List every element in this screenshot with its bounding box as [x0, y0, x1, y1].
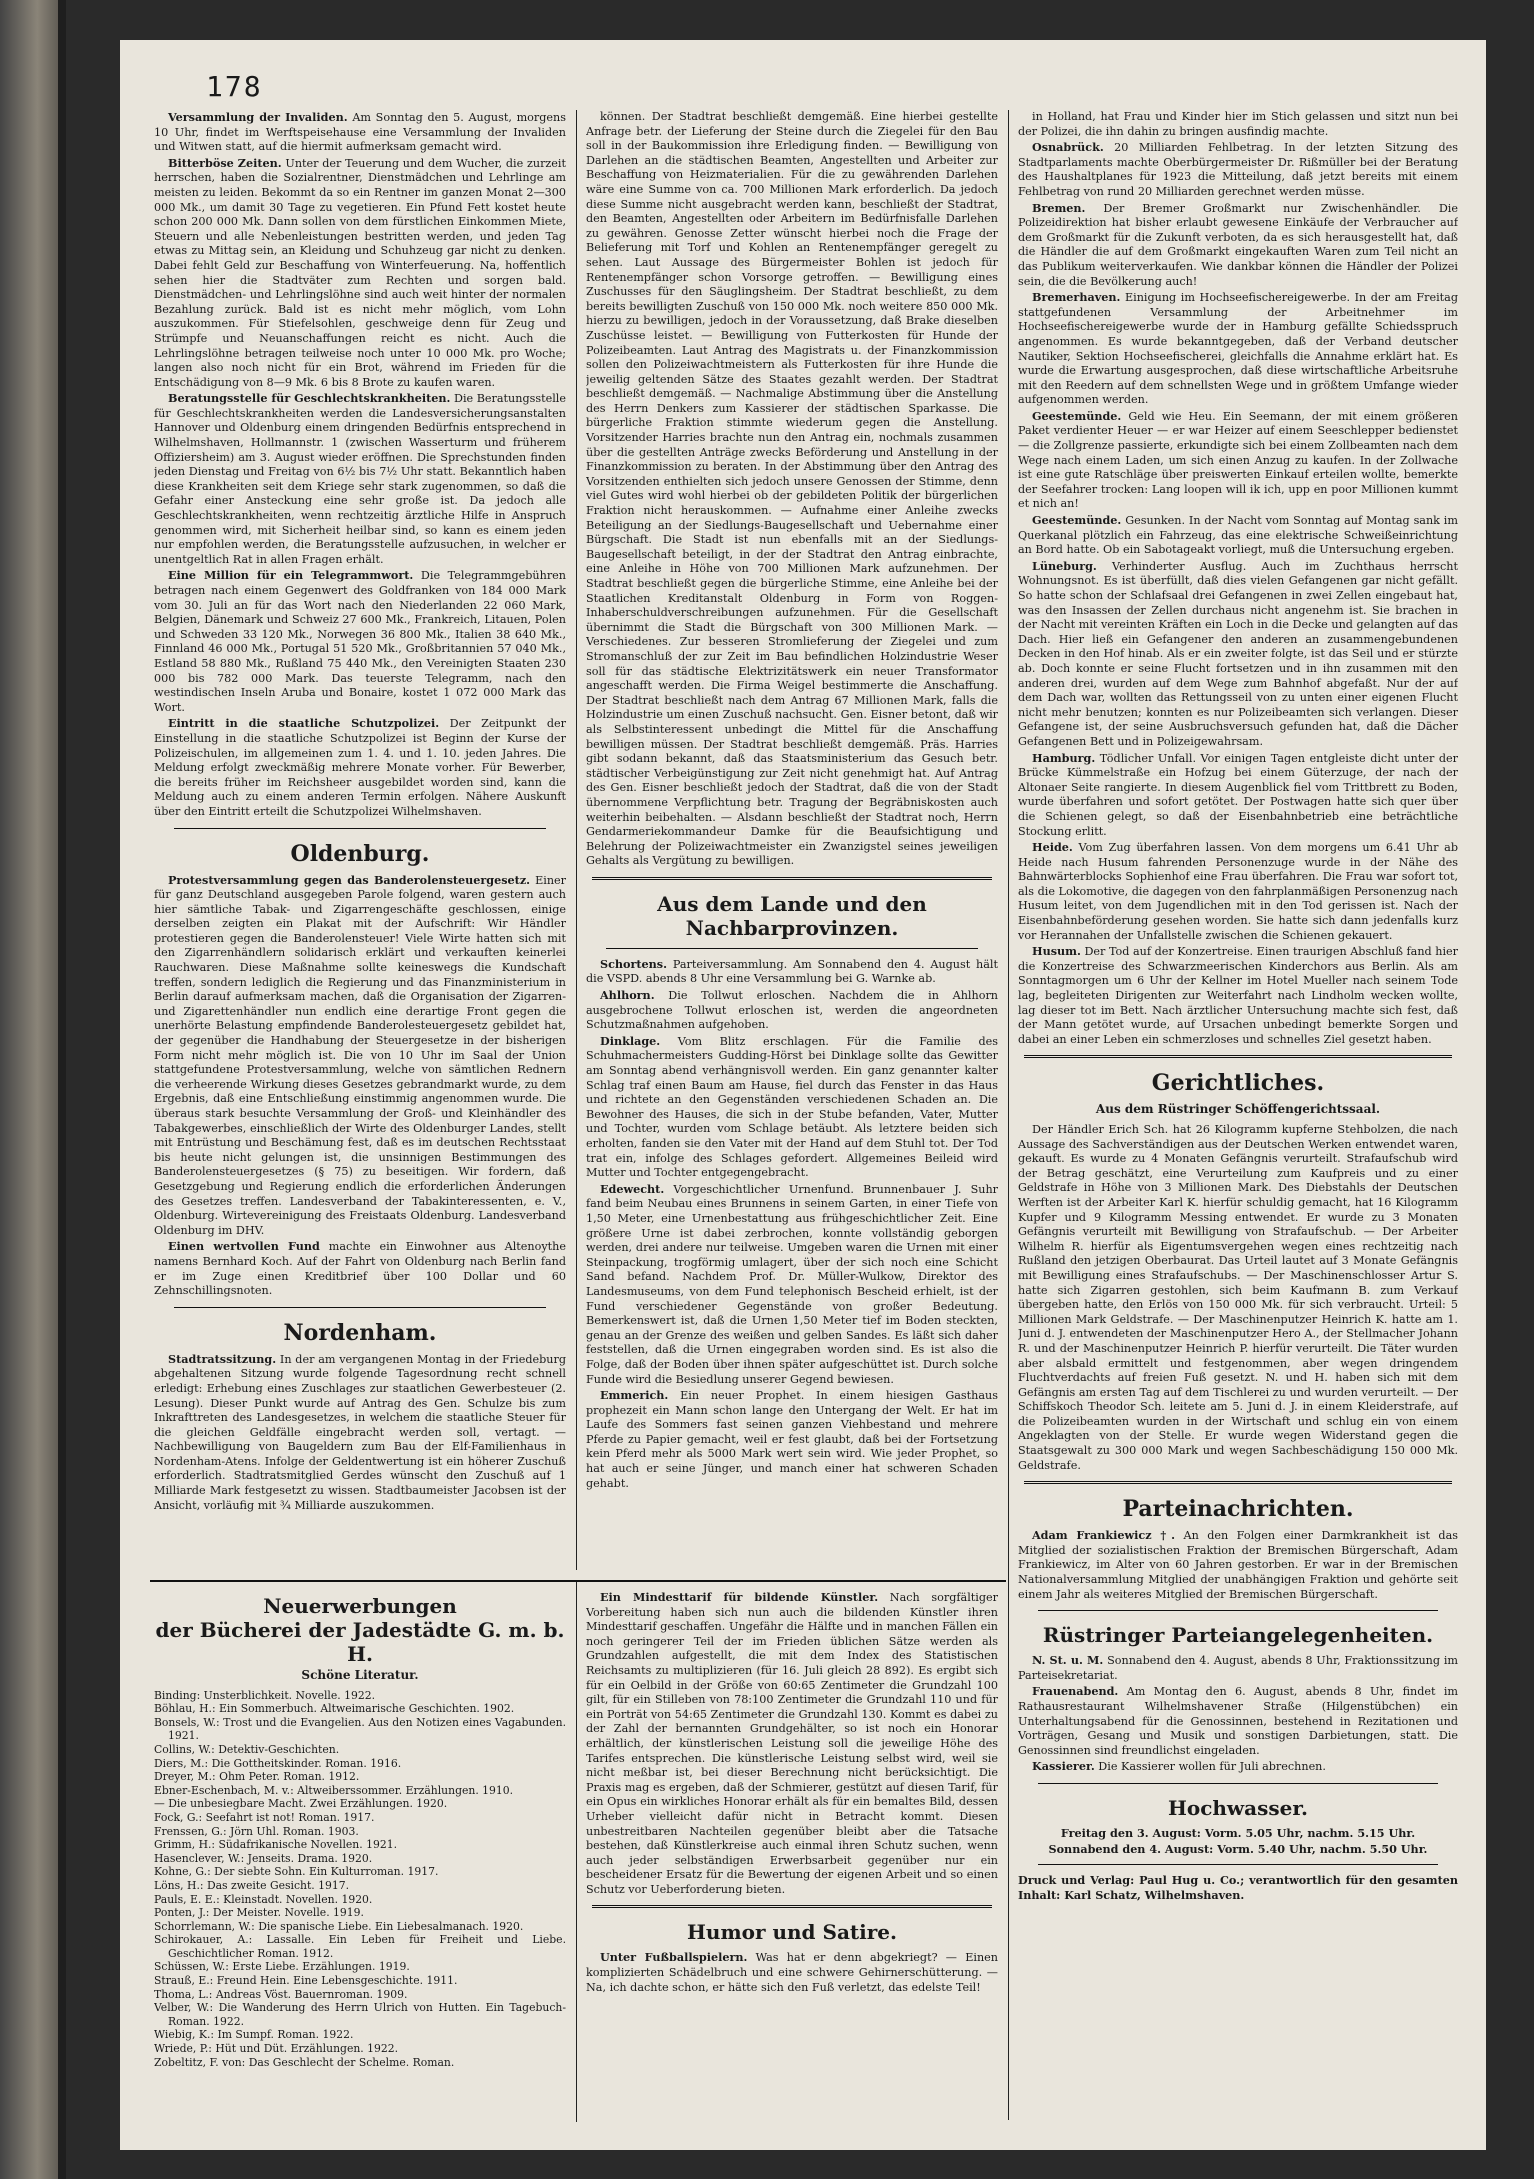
separator	[174, 1307, 546, 1308]
library-entry: Wriede, P.: Hüt und Düt. Erzählungen. 1922.	[154, 2042, 399, 2056]
article-lead: Bitterböse Zeiten.	[168, 155, 282, 170]
partei-articles	[1018, 1528, 1458, 1602]
article-lead: Protestversammlung gegen das Banderolensteuergesetz.	[168, 872, 531, 887]
column-2-lower	[586, 1590, 998, 2120]
article-paragraph	[1018, 1528, 1458, 1602]
article-paragraph	[154, 110, 566, 155]
separator	[1038, 1864, 1438, 1865]
article-lead: Kassierer.	[1032, 1759, 1095, 1774]
library-subheading: Schöne Literatur.	[301, 1668, 419, 1682]
article-paragraph	[154, 1239, 566, 1298]
section-heading-humor: Humor und Satire.	[687, 1920, 897, 1945]
column-3	[1018, 110, 1458, 2120]
article-lead: Eine Million für ein Telegrammwort.	[168, 568, 414, 583]
article-text: Unter der Teuerung und dem Wucher, die zurzeit herrschen, haben die Sozialrentner, Dienstmädchen und Lehrlinge am meisten zu leiden. Bekommt da so ein Rentner im ganzen Monat 2—300 000 Mk., um damit 30 Tage zu vegetieren. Ein Pfund Fett kostet heute schon 200 000 Mk. Dann sollen von dem fürstlichen Einkommen Miete, Steuern und alle Nebenleistungen bestritten werden, und jeden Tag etwas zu Mittag sein, an Kleidung und Schuhzeug gar nicht zu denken. Dabei fehlt Geld zur Beschaffung von Winterfeuerung. Na, hoffentlich sehen hier die Stadtväter zum Rechten und sorgen bald. Dienstmädchen- und Lehrlingslöhne sind auch weit hinter der normalen Bezahlung zurück. Bald ist es nicht mehr möglich, vom Lohn auszukommen. Für Stiefelsohlen, geschweige denn für Zeug und Strümpfe und Neuanschaffungen reicht es nicht. Auch die Lehrlingslöhne betragen teilweise noch unter 10 000 Mk. pro Woche; langen also noch nicht für ein Brot, während im Frieden für die Entschädigung von 8—9 Mk. 6 bis 8 Brote zu kaufen waren.	[154, 156, 566, 389]
oldenburg-articles	[154, 873, 566, 1299]
article-paragraph	[586, 1034, 998, 1181]
article-text: Einigung im Hochseefischereigewerbe. In der am Freitag stattgefundenen Versammlung der Arbeitnehmer im Hochseefischereigewerbe wurde der in Hamburg gefällte Schiedsspruch angenommen. Es wurde bekanntgegeben, daß der Verband deutscher Nautiker, Sektion Hochseefischerei, gleichfalls die Annahme erklärt hat. Es wurde die Erwartung ausgesprochen, daß diese wirtschaftliche Arbeitsruhe mit den Reedern auf dem schnellsten Wege und in größtem Umfange wieder aufgenommen werden.	[1018, 291, 1458, 407]
article-lead: Beratungsstelle für Geschlechtskrankheiten.	[168, 391, 451, 406]
article-paragraph	[1018, 1759, 1458, 1775]
article-paragraph	[586, 957, 998, 987]
book-spine	[0, 0, 62, 2179]
library-heading: Neuerwerbungen	[263, 1594, 457, 1618]
article-lead: Ein Mindesttarif für bildende Künstler.	[600, 1590, 879, 1604]
article-lead: Husum.	[1032, 944, 1081, 959]
col1-articles	[154, 110, 566, 820]
library-entry: Bonsels, W.: Trost und die Evangelien. Aus den Notizen eines Vagabunden. 1921.	[154, 1715, 566, 1743]
article-paragraph	[586, 988, 998, 1033]
section-subheading-schoeffengericht: Aus dem Rüstringer Schöffengerichtssaal.	[1095, 1102, 1381, 1117]
library-box	[154, 1590, 566, 2120]
library-entry: Hasenclever, W.: Jenseits. Drama. 1920.	[154, 1851, 373, 1865]
separator	[592, 877, 992, 880]
article-text: Vom Blitz erschlagen. Für die Familie des Schuhmachermeisters Gudding-Hörst bei Dinklage sollte das Gewitter am Sonntag abend verhängnisvoll werden. Ein ganz genannter kalter Schlag traf einen Baum am Hause, fiel durch das Fenster in das Haus und richtete an den Gegenständen verschiedenen Schaden an. Die Bewohner des Hauses, die sich in der Stube befanden, Vater, Mutter und Tochter, wurden vom Schlage betäubt. Als letztere beiden sich erholten, fanden sie den Vater mit der Hand auf dem Stuhl tot. Der Tod trat ein, infolge des Schlages gefordert. Allgemeines Beileid wird Mutter und Tochter entgegengebracht.	[586, 1034, 998, 1180]
imprint: Druck und Verlag: Paul Hug u. Co.; verantwortlich für den gesamten Inhalt: Karl Schatz, Wilhelmshaven.	[1018, 1873, 1458, 1902]
article-lead: Geestemünde.	[1032, 408, 1122, 423]
library-entry: Collins, W.: Detektiv-Geschichten.	[154, 1742, 340, 1756]
article-text: Geld wie Heu. Ein Seemann, der mit einem größeren Paket verdienter Heuer — er war Heizer auf einem Seeschlepper bedienstet — die Zollgrenze passierte, erkundigte sich bei einem Zollbeamten nach dem Wege nach einem Laden, um sich einen Anzug zu kaufen. In der Zollwache ist eine gute Ratschläge über preiswerten Einkauf erteilen wollte, bemerkte der Seefahrer trocken: Lang loopen will ik ich, upp en poor Millionen kummt et nich an!	[1018, 409, 1458, 511]
article-lead: Schortens.	[600, 956, 667, 971]
article-paragraph	[1018, 944, 1458, 1047]
article-text: Parteiversammlung. Am Sonnabend den 4. August hält die VSPD. abends 8 Uhr eine Versammlung bei G. Warnke ab.	[586, 957, 998, 986]
separator	[1024, 1055, 1452, 1058]
section-heading-parteinachrichten: Parteinachrichten.	[1122, 1496, 1354, 1523]
library-entry: Pauls, E. E.: Kleinstadt. Novellen. 1920.	[154, 1892, 373, 1906]
library-entry: Grimm, H.: Südafrikanische Novellen. 1921.	[154, 1838, 398, 1852]
article-lead: Bremerhaven.	[1032, 290, 1121, 305]
ruest-articles	[1018, 1653, 1458, 1775]
article-lead: Emmerich.	[600, 1388, 669, 1403]
library-entry: Strauß, E.: Freund Hein. Eine Lebensgeschichte. 1911.	[154, 1974, 458, 1988]
article-lead: Frauenabend.	[1032, 1684, 1119, 1699]
library-entry: Binding: Unsterblichkeit. Novelle. 1922.	[154, 1688, 376, 1702]
column-rule-2	[1008, 110, 1009, 2120]
library-entry: Kohne, G.: Der siebte Sohn. Ein Kulturroman. 1917.	[154, 1865, 439, 1879]
article-text: 20 Milliarden Fehlbetrag. In der letzten Sitzung des Stadtparlaments machte Oberbürgermeister Dr. Rißmüller bei der Beratung des Haushaltplanes für 1923 die Mitteilung, daß jetzt bereits mit einem Fehlbetrag von rund 20 Milliarden gerechnet werden müsse.	[1018, 141, 1458, 198]
article-lead: Einen wertvollen Fund	[168, 1239, 320, 1254]
library-entries	[154, 1689, 566, 2070]
article-lead: Adam Frankiewicz †.	[1032, 1528, 1176, 1543]
library-entry: Thoma, L.: Andreas Vöst. Bauernroman. 1909.	[154, 1987, 408, 2001]
article-lead: N. St. u. M.	[1032, 1653, 1104, 1668]
library-heading-2: der Bücherei der Jadestädte G. m. b. H.	[155, 1618, 565, 1666]
section-heading-gerichtliches: Gerichtliches.	[1151, 1070, 1325, 1097]
library-entry: Frenssen, G.: Jörn Uhl. Roman. 1903.	[154, 1824, 359, 1838]
article-lead: Unter Fußballspielern.	[600, 1950, 748, 1965]
article-lead: Versammlung der Invaliden.	[168, 110, 348, 124]
newspaper-page	[120, 40, 1486, 2150]
article-paragraph	[586, 1182, 998, 1387]
library-entry: Schüssen, W.: Erste Liebe. Erzählungen. 1919.	[154, 1960, 410, 1974]
library-entry: Dreyer, M.: Ohm Peter. Roman. 1912.	[154, 1770, 360, 1784]
article-text: Verhinderter Ausflug. Auch im Zuchthaus herrscht Wohnungsnot. Es ist überfüllt, daß dies vielen Gefangenen gar nicht gefällt. So hatte schon der Schlafsaal drei Gefangenen in zwei Zellen eingebaut hat, was den Insassen der Zellen durchaus nicht angenehm ist. Sie brachen in der Nacht mit vereinten Kräften ein Loch in die Decke und gelangten auf das Dach. Hier ließ ein Gefangener den anderen an zusammengebundenen Decken in den Hof hinab. Als er ein zweiter folgte, ist das Seil und er stürzte ab. Doch konnte er seine Flucht fortsetzen und in ihn zusammen mit den anderen drei, wurden auf dem Wege zum Bahnhof abgefaßt. Nur der auf dem Dach war, wollten das Rettungsseil von zu unten einer eigenen Flucht nicht mehr benutzen; konnten es nur Polizeibeamten sich verlangen. Dieser Gefangene ist, der seine Ausbruchsversuch gefunden hat, daß die Dächer Gefangenen Bett und in Polizeigewahrsam.	[1018, 559, 1458, 748]
hochwasser-line: Sonnabend den 4. August: Vorm. 5.40 Uhr, nachm. 5.50 Uhr.	[1048, 1841, 1428, 1856]
article-paragraph	[1018, 409, 1458, 512]
library-entry: Löns, H.: Das zweite Gesicht. 1917.	[154, 1878, 350, 1892]
article-paragraph	[154, 873, 566, 1239]
section-heading-ruestringer: Rüstringer Parteiangelegenheiten.	[1042, 1623, 1434, 1648]
col2-articles	[586, 110, 998, 869]
article-paragraph	[1018, 840, 1458, 943]
article-paragraph	[154, 716, 566, 819]
article-text: in Holland, hat Frau und Kinder hier im Stich gelassen und sitzt nun bei der Polizei, die ihn dahin zu bringen ausfindig machte.	[1018, 110, 1458, 138]
article-text: können. Der Stadtrat beschließt demgemäß. Eine hierbei gestellte Anfrage betr. der Lieferung der Steine durch die Ziegelei für den Bau soll in der Baukommission ihre Erledigung finden. — Bewilligung von Darlehen an die städtischen Beamten, Angestellten und Arbeiter zur Beschaffung von Heizmaterialien. Für die zu gewährenden Darlehen wäre eine Summe von ca. 700 Millionen Mark erforderlich. Da jedoch diese Summe nicht ausgebracht werden kann, beschließt der Stadtrat, den Beamten, Angestellten oder Arbeitern im Bedürfnisfalle Darlehen zu gewähren. Genosse Zetter wünscht hierbei noch die Frage der Belieferung mit Torf und Kohlen an Rentenempfänger geregelt zu sehen. Laut Aussage des Bürgermeister Bohlen ist jedoch für Rentenempfänger schon Vorsorge getroffen. — Bewilligung eines Zuschusses für den Säuglingsheim. Der Stadtrat beschließt, zu dem bereits bewilligten Zuschuß von 150 000 Mk. noch weitere 850 000 Mk. hierzu zu bewilligen, jedoch in der Voraussetzung, daß Brake dieselben Zuschüsse leistet. — Bewilligung von Futterkosten für Hunde der Polizeibeamten. Laut Antrag des Magistrats u. der Finanzkommission sollen den Polizeiwachtmeistern als Futterkosten für ihre Hunde die jeweilig geltenden Sätze des Staates gezahlt werden. Der Stadtrat beschließt demgemäß. — Nachmalige Abstimmung über die Anstellung des Herrn Denkers zum Kassierer der städtischen Sparkasse. Die bürgerliche Fraktion stimmte wiederum gegen die Anstellung. Vorsitzender Harries brachte nun den Antrag ein, nochmals zusammen über die gestellten Anträge zwecks Beförderung und Anstellung in der Finanzkommission zu beraten. In der Abstimmung über den Antrag des Vorsitzenden enthielten sich jedoch unsere Genossen der Stimme, denn viel Gutes wird wohl hierbei ob der gebildeten Politik der bürgerlichen Fraktion nicht herauskommen. — Aufnahme einer Anleihe zwecks Beteiligung an der Siedlungs-Baugesellschaft und Uebernahme einer Bürgschaft. Die Stadt ist nun ebenfalls mit an der Siedlungs-Baugesellschaft beteiligt, in der der Stadtrat den Antrag einbrachte, eine Anleihe in Höhe von 700 Millionen Mark aufzunehmen. Der Stadtrat beschließt gegen die bürgerliche Stimme, eine Anleihe bei der Staatlichen Kreditanstalt Oldenburg in Form von Roggen-Inhaberschuldverschreibungen aufzunehmen. Für die Gesellschaft übernimmt die Stadt die Bürgschaft von 300 Millionen Mark. — Verschiedenes. Zur besseren Stromlieferung der Ziegelei und zum Stromanschluß der zur Zeit im Bau befindlichen Holzindustrie Weser soll für das städtische Elektrizitätswerk ein neuer Transformator angeschafft werden. Die Firma Weigel bestimmerte die Anschaffung. Der Stadtrat beschließt nach dem Antrag 67 Millionen Mark, falls die Holzindustrie um einen Zuschuß nachsucht. Gen. Eisner betont, daß wir als Selbstinteressent unbedingt die Mittel für die Anschaffung bewilligen müssen. Der Stadtrat beschließt demgemäß. Präs. Harries gibt sodann bekannt, daß das Staatsministerium das Gesuch betr. städtischer Verbeigünstigung zur Zeit nicht genehmigt hat. Auf Antrag des Gen. Eisner beschließt jedoch der Stadtrat, daß die von der Stadt übernommene Verpflichtung betr. Tragung der Begräbniskosten auch weiterhin beibehalten. — Alsdann beschließt der Stadtrat noch, Herrn Gendarmeriekommandeur Damke für die Beaufsichtigung und Belehrung der Polizeiwachtmeister ein Zwanzigstel seines jeweiligen Gehalts als Vergütung zu bewilligen.	[586, 110, 998, 868]
article-paragraph	[1018, 1684, 1458, 1758]
article-paragraph	[586, 1950, 998, 1995]
article-paragraph	[1018, 201, 1458, 290]
library-entry: Diers, M.: Die Gottheitskinder. Roman. 1916.	[154, 1756, 402, 1770]
separator	[592, 1905, 992, 1908]
article-lead: Bremen.	[1032, 200, 1086, 215]
gericht-articles	[1018, 1123, 1458, 1473]
humor-articles	[586, 1950, 998, 1995]
article-text: Vorgeschichtlicher Urnenfund. Brunnenbauer J. Suhr fand beim Neubau eines Brunnens in seinem Garten, in einer Tiefe von 1,50 Meter, eine Urnenbestattung aus frühgeschichtlicher Zeit. Eine größere Urne ist dabei zerbrochen, konnte vollständig geborgen werden, drei andere nur teilweise. Umgeben waren die Urnen mit einer Steinpackung, trogförmig umlagert, über der sich noch eine Schicht Sand befand. Nachdem Prof. Dr. Müller-Wulkow, Direktor des Landesmuseums, von dem Fund telephonisch Bescheid erhielt, ist der Fund verschiedener Gegenstände von großer Bedeutung. Bemerkenswert ist, daß die Urnen 1,50 Meter tief im Boden steckten, genau an der Grenze des weißen und gelben Sandes. Es läßt sich daher feststellen, daß die Urnen eingegraben worden sind. Es ist also die Folge, daß der Boden über ihnen später aufgeschüttet ist. Durch solche Funde wird die Besiedlung unserer Gegend bewiesen.	[586, 1182, 998, 1386]
article-paragraph	[586, 1590, 998, 1897]
article-lead: Osnabrück.	[1032, 140, 1104, 155]
article-paragraph	[1018, 751, 1458, 840]
article-text: Gesunken. In der Nacht vom Sonntag auf Montag sank im Querkanal plötzlich ein Fahrzeug, das eine elektrische Schweißeinrichtung an Bord hatte. Ob ein Sabotageakt vorliegt, muß die Untersuchung ergeben.	[1018, 514, 1458, 557]
section-heading-hochwasser: Hochwasser.	[1167, 1795, 1309, 1820]
library-entry: — Die unbesiegbare Macht. Zwei Erzählungen. 1920.	[154, 1797, 448, 1811]
column-2	[586, 110, 998, 1572]
hochwasser-line: Freitag den 3. August: Vorm. 5.05 Uhr, nachm. 5.15 Uhr.	[1060, 1825, 1416, 1840]
article-paragraph	[1018, 290, 1458, 408]
article-paragraph	[1018, 559, 1458, 750]
library-entry: Schorrlemann, W.: Die spanische Liebe. Ein Liebesalmanach. 1920.	[154, 1919, 524, 1933]
lande-articles	[586, 957, 998, 1491]
article-text: Ein neuer Prophet. In einem hiesigen Gasthaus prophezeit ein Mann schon lange den Untergang der Welt. Er hat im Laufe des Sommers fast seinen ganzen Viehbestand und mehrere Pferde zu Papier gemacht, weil er fest glaubt, daß bei der Fortsetzung kein Pferd mehr als 5000 Mark wert sein wird. Wie jeder Prophet, so hat auch er seine Jünger, und manch einer hat schweren Schaden gehabt.	[586, 1389, 998, 1490]
section-heading-nordenham: Nordenham.	[283, 1319, 437, 1346]
section-heading-oldenburg: Oldenburg.	[290, 840, 430, 867]
article-text: Nach sorgfältiger Vorbereitung haben sich nun auch die bildenden Künstler ihren Mindesttarif geschaffen. Ungefähr die Hälfte und in manchen Fällen ein noch geringerer Teil der im Frieden üblichen Sätze werden als Grundzahlen aufgestellt, die mit dem Index des Statistischen Reichsamts zu multiplizieren (für 16. Juli gleich 28 892). Es ergibt sich für ein Oelbild in der Größe von 60:65 Zentimeter die Grundzahl 100 gilt, für ein Stilleben von 78:100 Zentimeter die Grundzahl 110 und für ein Porträt von 54:65 Zentimeter die Grundzahl 130. Kommt es dabei zu der Zahl der bernannten Grundgehälter, so ist noch ein Honorar erhältlich, der künstlerischen Leistung soll die jeweilige Höhe des Tarifes entsprechen. Die künstlerische Leistung selbst wird, weil sie nicht meßbar ist, bei dieser Berechnung nicht berücksichtigt. Die Praxis mag es ergeben, daß der Schmierer, gestützt auf diesen Tarif, für ein Opus ein wirkliches Honorar erhält als für ein bemaltes Bild, dessen Urheber vielleicht dafür nicht in Betracht kommt. Diesen unbestreitbaren Nachteilen gegenüber bleibt aber die Tatsache bestehen, daß Künstlerkreise auch einmal ihren Schutz suchen, wenn auch jeder selbständigen Erwerbsarbeit gegenüber nur ein bescheidener Ersatz für die Bewertung der eigenen Arbeit und so einen Schutz vor Ueberforderung bieten.	[586, 1591, 998, 1896]
article-text: Was hat er denn abgekriegt? — Einen komplizierten Schädelbruch und eine schwere Gehirnerschütterung. — Na, ich dachte schon, er hätte sich den Fuß verletzt, das edelste Teil!	[586, 1951, 998, 1994]
article-lead: Geestemünde.	[1032, 513, 1122, 528]
separator	[1024, 1481, 1452, 1484]
column-1	[154, 110, 566, 1580]
article-paragraph	[154, 568, 566, 715]
article-lead: Stadtratssitzung.	[168, 1351, 277, 1366]
article-text: Die Tollwut erloschen. Nachdem die in Ahlhorn ausgebrochene Tollwut erloschen ist, werden die angeordneten Schutzmaßnahmen aufgehoben.	[586, 989, 998, 1032]
article-text: Der Händler Erich Sch. hat 26 Kilogramm kupferne Stehbolzen, die nach Aussage des Sachverständigen aus der Deutschen Werken entwendet waren, gekauft. Es wurde zu 4 Monaten Gefängnis verurteilt. Strafaufschub wird der Betrag geschätzt, eine Verurteilung zum Kaufpreis und zu einer Geldstrafe in Höhe von 3 Millionen Mark. Des Diebstahls der Deutschen Werften ist der Arbeiter Karl K. hierfür schuldig gemacht, hat 16 Kilogramm Kupfer und 9 Kilogramm Messing entwendet. Er wurde zu 3 Monaten Gefängnis verurteilt mit Bewilligung von Strafaufschub. — Der Arbeiter Wilhelm R. hierfür als Eigentumsvergehen wegen eines rechtzeitig nach Rußland den jetzigen Oberbaurat. Das Urteil lautet auf 3 Monate Gefängnis mit Bewilligung eines Strafaufschubs. — Der Maschinenschlosser Artur S. hatte sich Zigarren gestohlen, sich beim Kaufmann B. zum Verkauf übergeben hatte, den Erlös von 150 000 Mk. für sich verbraucht. Urteil: 5 Millionen Mark Geldstrafe. — Der Maschinenputzer Heinrich K. hatte am 1. Juni d. J. entwendeten der Maschinenputzer Hero A., der Stellmacher Johann R. und der Maschinenputzer Heinrich P. hierfür verurteilt. Die Täter wurden aber alsbald ermittelt und festgenommen, aber wegen dringendem Fluchtverdachts auf freien Fuß gesetzt. N. und H. haben sich mit dem Gefängnis am ersten Tag auf dem Tischlerei zu und wurden verurteilt. — Der Schiffskoch Theodor Sch. leitete am 5. Juni d. J. in einem Kleiderstrafe, auf die Polizeibeamten wurden in der Wirtschaft und schlug ein von einem Angeklagten von der Stelle. Er wurde wegen Widerstand gegen die Staatsgewalt zu 300 000 Mark und wegen Sachbeschädigung 150 000 Mk. Geldstrafe.	[1018, 1123, 1458, 1472]
separator	[1038, 1610, 1438, 1611]
nordenham-articles	[154, 1352, 566, 1514]
separator	[1038, 1783, 1438, 1784]
article-text: Der Tod auf der Konzertreise. Einen traurigen Abschluß fand hier die Konzertreise des Schwarzmeerischen Kinderchors aus Berlin. Als am Sonntagmorgen um 6 Uhr der Kellner im Hotel Mueller nach seinem Tode lag, begleiteten Dirigenten zur Weiterfahrt nach Lindholm wecken wollte, lag dieser tot im Bett. Nach ärztlicher Untersuchung machte sich fest, daß der Mann getötet wurde, auf Ursachen unbedingt bemerkte Sorgen und dabei an einer Leben ein schmerzloses und schnelles Ziel gesetzt haben.	[1018, 945, 1458, 1046]
article-text: Die Beratungsstelle für Geschlechtskrankheiten werden die Landesversicherungsanstalten Hannover und Oldenburg einem dringenden Bedürfnis entsprechend in Wilhelmshaven, Hollmannstr. 1 (zwischen Wasserturm und früherem Offiziersheim) am 3. August wieder eröffnen. Die Sprechstunden finden jeden Dienstag und Freitag von 6½ bis 7½ Uhr statt. Bekanntlich haben diese Krankheiten seit dem Kriege sehr stark zugenommen, so daß die Gefahr einer Ansteckung eine sehr große ist. Da jedoch alle Geschlechtskrankheiten, wenn rechtzeitig ärztliche Hilfe in Anspruch genommen wird, mit Sicherheit heilbar sind, so kann es einem jeden nur empfohlen werden, die Beratungsstelle aufzusuchen, in welcher er unentgeltlich Rat in allen Fragen erhält.	[154, 392, 566, 566]
article-text: Die Telegrammgebühren betragen nach einem Gegenwert des Goldfranken von 184 000 Mark vom 30. Juli an für das Wort nach den Niederlanden 22 060 Mark, Belgien, Dänemark und Schweiz 27 600 Mk., Frankreich, Litauen, Polen und Schweden 33 120 Mk., Norwegen 36 800 Mk., Italien 38 640 Mk., Finnland 46 000 Mk., Portugal 51 520 Mk., Großbritannien 57 040 Mk., Estland 58 880 Mk., Rußland 75 440 Mk., den Vereinigten Staaten 230 000 bis 782 000 Mark. Das teuerste Telegramm, nach den westindischen Inseln Aruba und Bonaire, kostet 1 072 000 Mark das Wort.	[154, 569, 566, 714]
hochwasser-lines	[1018, 1826, 1458, 1856]
article-text: An den Folgen einer Darmkrankheit ist das Mitglied der sozialistischen Fraktion der Bremischen Bürgerschaft, Adam Frankiewicz, im Alter von 60 Jahren gestorben. Er war in der Bremischen Nationalversammlung Mitglied der unabhängigen Fraktion und gehörte seit einem Jahr als weiteres Mitglied der Bremischen Bürgerschaft.	[1018, 1529, 1458, 1601]
article-paragraph	[1018, 1123, 1458, 1473]
article-text: In der am vergangenen Montag in der Friedeburg abgehaltenen Sitzung wurde folgende Tagesordnung recht schnell erledigt: Erhebung eines Zuschlages zur staatlichen Gewerbesteuer (2. Lesung). Dieser Punkt wurde auf Antrag des Gen. Schulze bis zum Inkrafttreten des Landesgesetzes, in welchem die staatliche Steuer für die gleichen Geldfälle eingebracht werden soll, vertagt. — Nachbewilligung von Baugeldern zum Bau der Elf-Familienhaus in Nordenham-Atens. Infolge der Geldentwertung ist ein höherer Zuschuß erforderlich. Stadtratsmitglied Gerdes wünscht den Zuschuß auf 1 Milliarde Mark festgesetzt zu wissen. Stadtbaumeister Jacobsen ist der Ansicht, vorläufig mit ¾ Milliarde auszukommen.	[154, 1352, 566, 1512]
library-entry: Zobeltitz, F. von: Das Geschlecht der Schelme. Roman.	[154, 2055, 455, 2069]
library-entry: Schirokauer, A.: Lassalle. Ein Leben für Freiheit und Liebe. Geschichtlicher Roman. 1912.	[154, 1933, 566, 1960]
separator	[174, 828, 546, 829]
article-paragraph	[1018, 1653, 1458, 1683]
tarif-articles	[586, 1590, 998, 1897]
library-entry: Ponten, J.: Der Meister. Novelle. 1919.	[154, 1906, 364, 1920]
article-paragraph	[154, 156, 566, 391]
library-entry: Ebner-Eschenbach, M. v.: Altweiberssommer. Erzählungen. 1910.	[154, 1783, 514, 1797]
library-entry: Fock, G.: Seefahrt ist not! Roman. 1917.	[154, 1810, 375, 1824]
library-entry: Velber, W.: Die Wanderung des Herrn Ulrich von Hutten. Ein Tagebuch-Roman. 1922.	[154, 2001, 566, 2028]
article-lead: Ahlhorn.	[600, 988, 655, 1003]
column-rule-lower	[576, 1582, 577, 2122]
library-entry: Böhlau, H.: Ein Sommerbuch. Altweimarische Geschichten. 1902.	[154, 1702, 515, 1716]
article-lead: Edewecht.	[600, 1181, 665, 1196]
book-spine-edge	[58, 0, 66, 2179]
page-number: 178	[206, 70, 263, 103]
article-lead: Dinklage.	[600, 1033, 661, 1048]
horizontal-rule	[150, 1580, 1006, 1582]
article-paragraph	[586, 1388, 998, 1491]
col3-articles	[1018, 110, 1458, 1047]
article-paragraph	[586, 110, 998, 869]
article-lead: Heide.	[1032, 840, 1073, 855]
library-entry: Wiebig, K.: Im Sumpf. Roman. 1922.	[154, 2028, 354, 2042]
article-text: Am Montag den 6. August, abends 8 Uhr, findet im Rathausrestaurant Wilhelmshavener Straße (Hilgenstübchen) ein Unterhaltungsabend für die Genossinnen, bestehend in Rezitationen und Vorträgen, Gesang und Musik und sonstigen Darbietungen, statt. Die Genossinnen sind freundlichst eingeladen.	[1018, 1685, 1458, 1757]
column-rule-1	[576, 110, 577, 1570]
article-text: Der Bremer Großmarkt nur Zwischenhändler. Die Polizeidirektion hat bisher erlaubt gewesene Einkäufe der Verbraucher auf dem Großmarkt für die Zukunft verboten, da es sich herausgestellt hat, daß die Händler die auf dem Großmarkt eingekauften Waren zum Teil nicht an das Publikum weiterverkaufen. Wie dankbar können die Händler der Polizei sein, die die Bevölkerung auch!	[1018, 201, 1458, 288]
section-heading-aus-dem-lande: Aus dem Lande und den Nachbarprovinzen.	[657, 891, 927, 940]
article-text: Die Kassierer wollen für Juli abrechnen.	[1098, 1760, 1326, 1774]
article-paragraph	[1018, 110, 1458, 139]
article-paragraph	[1018, 140, 1458, 199]
article-text: Sonnabend den 4. August, abends 8 Uhr, Fraktionssitzung im Parteisekretariat.	[1018, 1654, 1458, 1682]
separator	[606, 948, 978, 949]
article-text: machte ein Einwohner aus Altenoythe namens Bernhard Koch. Auf der Fahrt von Oldenburg nach Berlin fand er im Zuge einen Kreditbrief über 100 Dollar und 60 Zehnschillingsnoten.	[154, 1240, 566, 1298]
article-text: Der Zeitpunkt der Einstellung in die staatliche Schutzpolizei ist Beginn der Kurse der Polizeischulen, im allgemeinen zum 1. 4. und 1. 10. jeden Jahres. Die Meldung erfolgt zweckmäßig mehrere Monate vorher. Für Bewerber, die bereits früher im Reichsheer ausgebildet worden sind, kann die Meldung auch zu einem anderen Termin erfolgen. Nähere Auskunft über den Eintritt erteilt die Schutzpolizei Wilhelmshaven.	[154, 717, 566, 818]
article-lead: Lüneburg.	[1032, 558, 1097, 573]
article-paragraph	[154, 1352, 566, 1514]
article-text: Tödlicher Unfall. Vor einigen Tagen entgleiste dicht unter der Brücke Kümmelstraße ein Hofzug bei einem Güterzuge, der nach der Altonaer Seite rangierte. In diesem Augenblick fiel vom Trittbrett zu Boden, wurde überfahren und sofort getötet. Der Postwagen hatte sich quer über die Schienen gelegt, so daß der Eisenbahnbetrieb eine beträchtliche Stockung erlitt.	[1018, 751, 1458, 838]
article-lead: Eintritt in die staatliche Schutzpolizei.	[168, 716, 440, 731]
article-text: Am Sonntag den 5. August, morgens 10 Uhr, findet im Werftspeisehause eine Versammlung der Invaliden und Witwen statt, auf die hiermit aufmerksam gemacht wird.	[154, 111, 566, 154]
article-paragraph	[154, 391, 566, 567]
article-text: Vom Zug überfahren lassen. Von dem morgens um 6.41 Uhr ab Heide nach Husum fahrenden Personenzuge wurde in der Nähe des Bahnwärterblocks Sophienhof eine Frau überfahren. Die Frau war sofort tot, als die Lokomotive, die dagegen von den fahrplanmäßigen Personenzug nach Husum leitet, von dem Jugendlichen mit in den Tod gerissen ist. Nach der Eisenbahnbeförderung gesehen worden. Sie hatte sich dann jedenfalls kurz vor Herannahen der Unfallstelle zwischen die Schienen gekauert.	[1018, 841, 1458, 942]
article-paragraph	[1018, 513, 1458, 558]
article-text: Einer für ganz Deutschland ausgegeben Parole folgend, waren gestern auch hier sämtliche Tabak- und Zigarrengeschäfte geschlossen, einige derselben zeigten ein Plakat mit der Aufschrift: Wir Händler protestieren gegen die Banderolensteuer! Viele Wirte hatten sich mit den Zigarrenhändlern solidarisch erklärt und verkauften keinerlei Rauchwaren. Diese Maßnahme sollte keineswegs die Kundschaft treffen, sondern lediglich die Regierung und das Finanzministerium in Berlin darauf aufmerksam machen, daß die Organisation der Zigarren- und Zigarettenhändler nun endlich eine derartige Front gegen die unerhörte Belastung empfindende Banderolesteuergesetz gebildet hat, der gegenüber die Handhabung der Steuergesetze in der bisherigen Form nicht mehr möglich ist. Die von 10 Uhr im Saal der Union stattgefundene Protestversammlung, welche von sämtlichen Rednern die verheerende Wirkung dieses Gesetzes gebrandmarkt wurde, zu dem Ergebnis, daß eine Entschließung einstimmig angenommen wurde. Die überaus stark besuchte Versammlung der Groß- und Kleinhändler des Tabakgewerbes, einschließlich der Wirte des Oldenburger Landes, stellt mit Entrüstung und Beschämung fest, daß es im deutschen Rechtsstaat bis heute nicht gelungen ist, die unsinnigen Bestimmungen des Banderolensteuergesetzes (§ 75) zu beseitigen. Wir fordern, daß Gesetzgebung und Regierung endlich die erforderlichen Änderungen des Gesetzes treffen. Landesverband der Tabakinteressenten, e. V., Oldenburg. Wirtevereinigung des Freistaats Oldenburg. Landesverband Oldenburg im DHV.	[154, 873, 566, 1237]
article-lead: Hamburg.	[1032, 750, 1096, 765]
